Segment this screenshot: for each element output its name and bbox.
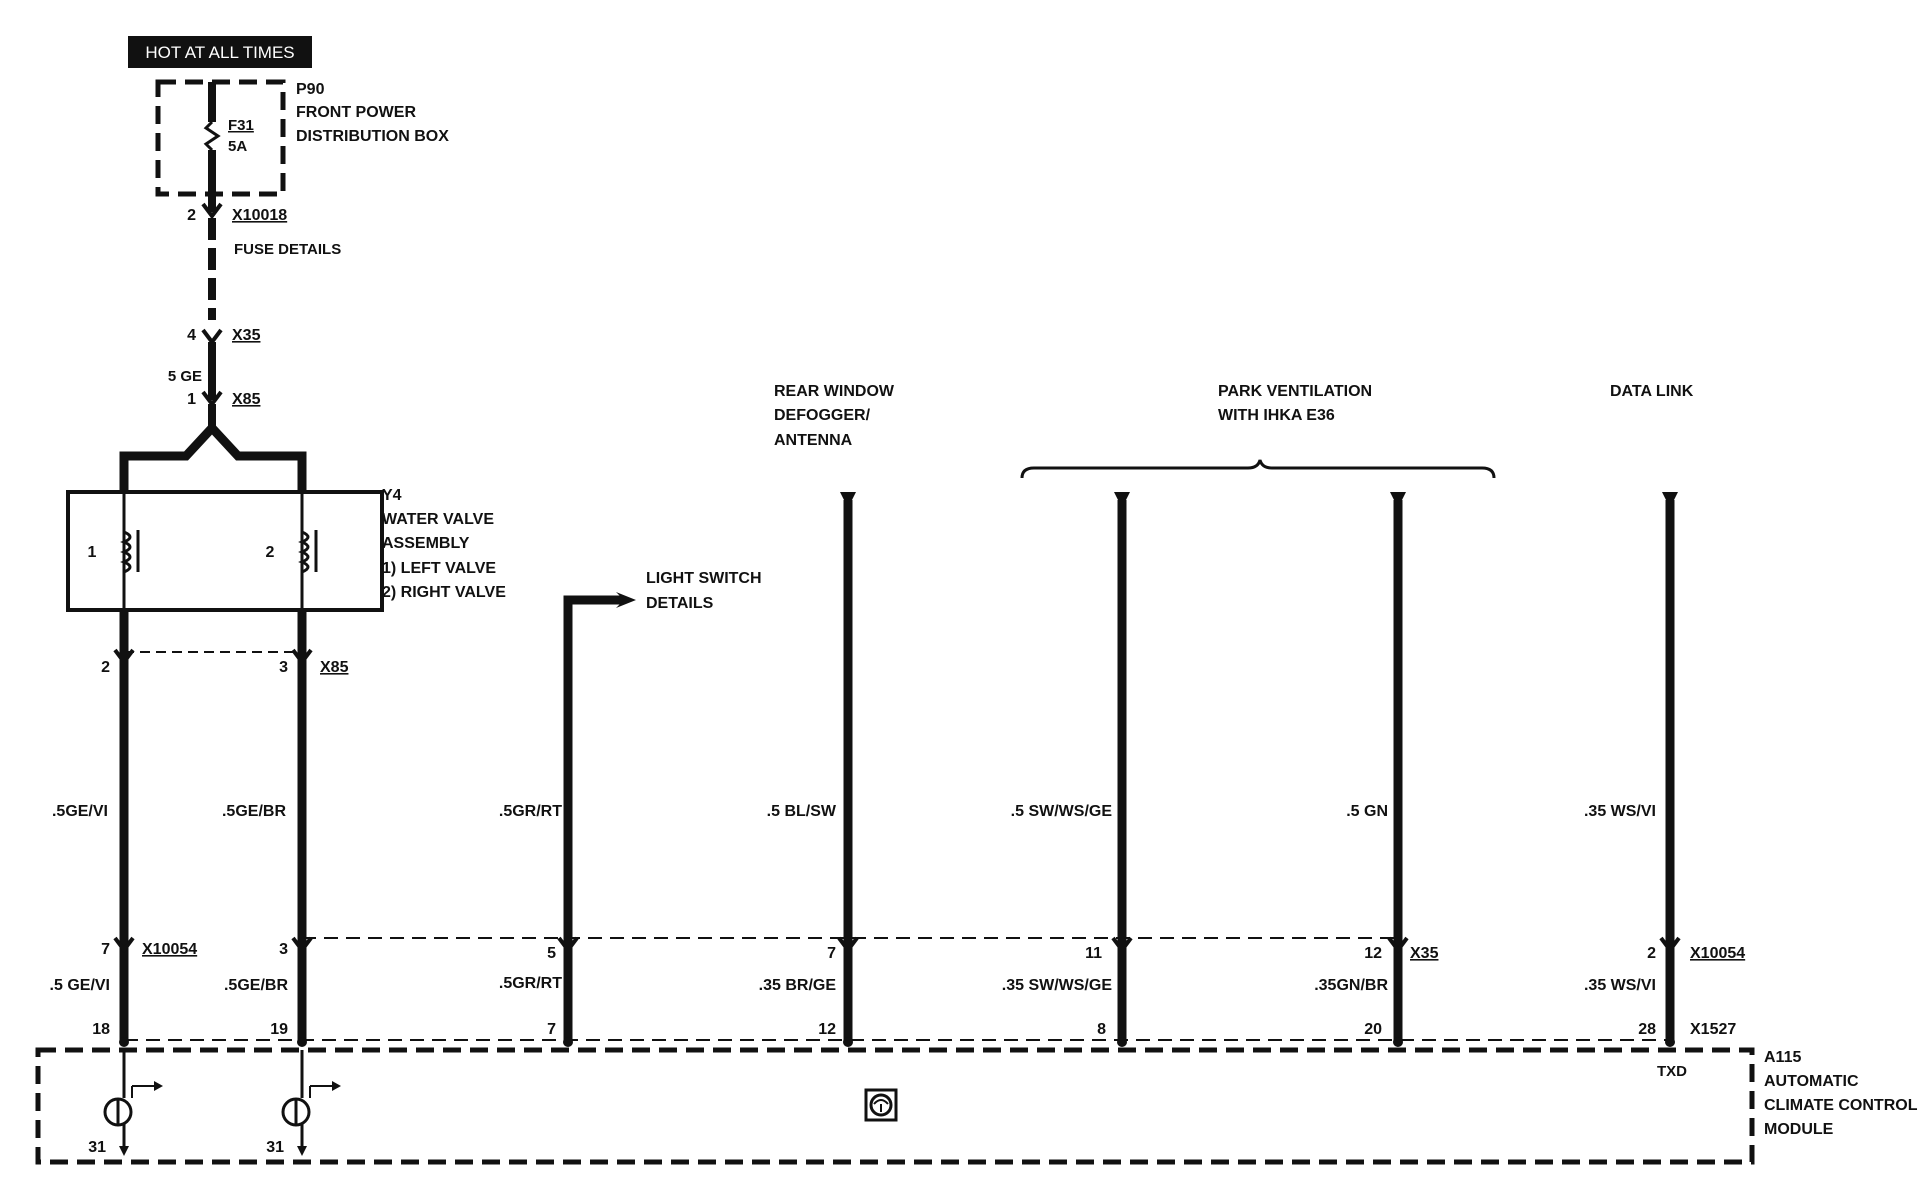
light-switch-line1: LIGHT SWITCH (646, 570, 762, 587)
connector-x35-top-label: X35 (232, 327, 261, 344)
lower-wire-3: .5GR/RT (498, 975, 562, 992)
mid-connector-left-label: X10054 (142, 941, 198, 958)
module-pin-7: 28 (1638, 1021, 1656, 1038)
wire-gr-rt (568, 600, 624, 1040)
mid-pin-3: 5 (547, 945, 556, 962)
rear-window-line1: REAR WINDOW (774, 383, 894, 400)
module-pin-6: 20 (1364, 1021, 1382, 1038)
lower-wire-5: .35 SW/WS/GE (1001, 977, 1112, 994)
light-switch-line2: DETAILS (646, 595, 714, 612)
lower-wire-2: .5GE/BR (223, 977, 288, 994)
feed-wire-label: 5 GE (167, 368, 202, 385)
fuse-box-line2: DISTRIBUTION BOX (296, 128, 449, 145)
upper-wire-3: .5GR/RT (498, 803, 562, 820)
transistor-right-arrow-icon (332, 1081, 341, 1091)
valve-line1: WATER VALVE (382, 511, 494, 528)
fuse-box-line1: FRONT POWER (296, 104, 416, 121)
lower-wire-7: .35 WS/VI (1583, 977, 1656, 994)
mid-pin-2: 3 (279, 941, 288, 958)
module-id: A115 (1764, 1049, 1802, 1066)
park-vent-brace (1022, 460, 1494, 478)
esd-warning-icon (866, 1090, 896, 1120)
fuse-box-outline (158, 82, 283, 194)
fuse-id: F31 (228, 117, 254, 134)
module-junction-5 (1117, 1037, 1127, 1047)
upper-wire-4: .5 BL/SW (766, 803, 836, 820)
hot-label: HOT AT ALL TIMES (145, 43, 295, 62)
upper-wire-7: .35 WS/VI (1583, 803, 1656, 820)
valve-item1: 1) LEFT VALVE (382, 560, 497, 577)
module-pin-1: 18 (92, 1021, 110, 1038)
module-pin-5: 8 (1097, 1021, 1106, 1038)
module-line1: AUTOMATIC (1764, 1073, 1859, 1090)
module-pin-2: 19 (270, 1021, 288, 1038)
park-vent-line2: WITH IHKA E36 (1218, 407, 1335, 424)
mid-pin-4: 7 (827, 945, 836, 962)
module-junction-6 (1393, 1037, 1403, 1047)
mid-connector-right-label: X10054 (1690, 945, 1746, 962)
mid-pin-5: 11 (1085, 945, 1102, 962)
fuse-box-id: P90 (296, 81, 325, 98)
rear-window-line2: DEFOGGER/ (774, 407, 871, 424)
fuse-details-note: FUSE DETAILS (234, 241, 342, 258)
module-junction-1 (119, 1037, 129, 1047)
module-connector-label: X1527 (1690, 1021, 1737, 1038)
upper-wire-5: .5 SW/WS/GE (1010, 803, 1112, 820)
module-junction-2 (297, 1037, 307, 1047)
module-junction-7 (1665, 1037, 1675, 1047)
ground-left-icon (119, 1146, 129, 1156)
connector-x85-top-pin: 1 (187, 391, 196, 408)
lower-wire-6: .35GN/BR (1314, 977, 1388, 994)
connector-x10018-pin: 2 (187, 207, 196, 224)
transistor-left-arrow-icon (154, 1081, 163, 1091)
upper-wire-2: .5GE/BR (221, 803, 286, 820)
ground-right-icon (297, 1146, 307, 1156)
connector-x85-top-label: X85 (232, 391, 261, 408)
mid-pin-6: 12 (1364, 945, 1382, 962)
mid-pin-7: 2 (1647, 945, 1656, 962)
upper-wire-1: .5GE/VI (51, 803, 108, 820)
x85-lower-label: X85 (320, 659, 349, 676)
lower-wire-1: .5 GE/VI (49, 977, 110, 994)
upper-wire-6: .5 GN (1346, 803, 1388, 820)
ground-left-label: 31 (88, 1139, 106, 1156)
connector-x10018-label: X10018 (232, 207, 288, 224)
module-junction-4 (843, 1037, 853, 1047)
lower-wire-4: .35 BR/GE (758, 977, 836, 994)
rear-window-line3: ANTENNA (774, 432, 853, 449)
mid-connector-center-label: X35 (1410, 945, 1439, 962)
mid-pin-1: 7 (101, 941, 110, 958)
fuse-symbol (206, 122, 218, 150)
module-line2: CLIMATE CONTROL (1764, 1097, 1918, 1114)
park-vent-line1: PARK VENTILATION (1218, 383, 1373, 400)
feed-split (124, 428, 302, 492)
connector-x35-top-symbol (203, 330, 221, 342)
x85-lower-pin-left: 2 (101, 659, 110, 676)
module-line3: MODULE (1764, 1121, 1834, 1138)
data-link-label: DATA LINK (1610, 383, 1694, 400)
module-junction-3 (563, 1037, 573, 1047)
valve-coil1-label: 1 (87, 544, 97, 561)
x85-lower-pin-right: 3 (279, 659, 288, 676)
module-txd-label: TXD (1657, 1063, 1687, 1080)
valve-id: Y4 (382, 487, 402, 504)
module-pin-4: 12 (818, 1021, 836, 1038)
valve-item2: 2) RIGHT VALVE (382, 584, 506, 601)
module-pin-3: 7 (547, 1021, 556, 1038)
valve-line2: ASSEMBLY (382, 535, 470, 552)
ground-right-label: 31 (266, 1139, 284, 1156)
connector-x35-top-pin: 4 (187, 327, 196, 344)
fuse-rating: 5A (228, 138, 248, 155)
valve-coil2-label: 2 (265, 544, 275, 561)
water-valve-box (68, 492, 382, 610)
